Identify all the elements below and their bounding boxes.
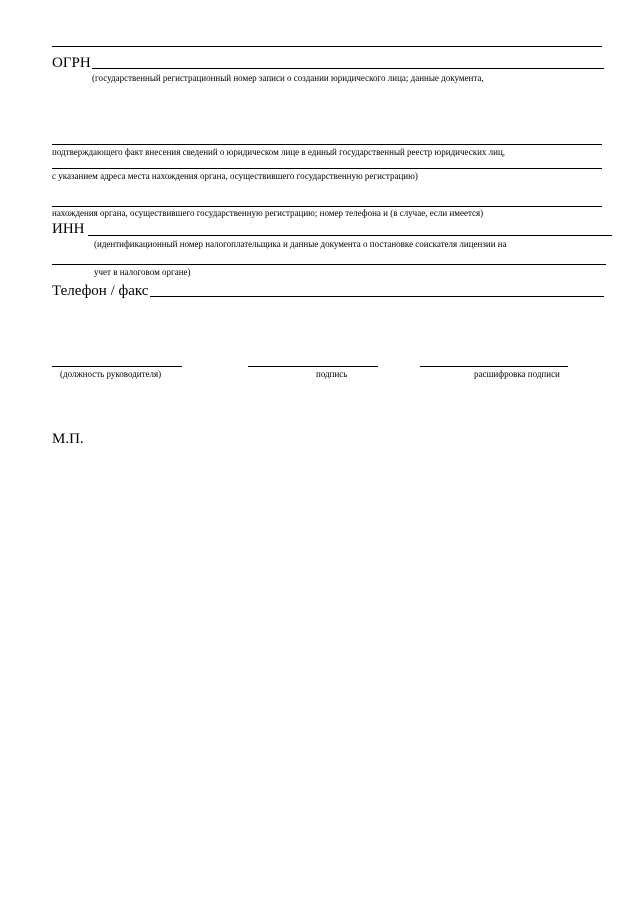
ogrn-hint: (государственный регистрационный номер записи о создании юридического лица; данные документа, — [92, 73, 484, 83]
position-field-line[interactable] — [52, 366, 182, 367]
inn-hint: (идентификационный номер налогоплательщика и данные документа о постановке соискателя лицензии на — [94, 239, 507, 249]
inn-label: ИНН — [52, 221, 85, 237]
address-continuation-line[interactable] — [52, 206, 602, 207]
address-line[interactable] — [52, 168, 602, 169]
inn-continuation-line[interactable] — [52, 264, 606, 265]
inn-hint-line2: учет в налоговом органе) — [94, 267, 191, 277]
inn-field-line[interactable] — [88, 235, 612, 236]
decoding-field-line[interactable] — [420, 366, 568, 367]
ogrn-hint-line2: подтверждающего факт внесения сведений о юридическом лице в единый государственный реестр юридических лиц, — [52, 147, 506, 157]
ogrn-hint-line3: с указанием адреса места нахождения органа, осуществившего государственную регистрацию) — [52, 171, 418, 181]
ogrn-continuation-line[interactable] — [52, 144, 602, 145]
signature-label: подпись — [316, 369, 348, 379]
phone-field-line[interactable] — [150, 296, 604, 297]
position-label: (должность руководителя) — [60, 369, 162, 379]
ogrn-hint-line4: нахождения органа, осуществившего государственную регистрацию; номер телефона и (в случае, если имеется) — [52, 208, 484, 218]
ogrn-field-line[interactable] — [92, 68, 604, 69]
top-rule — [52, 46, 602, 47]
stamp-label: М.П. — [52, 431, 84, 447]
decoding-label: расшифровка подписи — [474, 369, 560, 379]
signature-field-line[interactable] — [248, 366, 378, 367]
ogrn-label: ОГРН — [52, 55, 91, 71]
phone-label: Телефон / факс — [52, 283, 149, 299]
